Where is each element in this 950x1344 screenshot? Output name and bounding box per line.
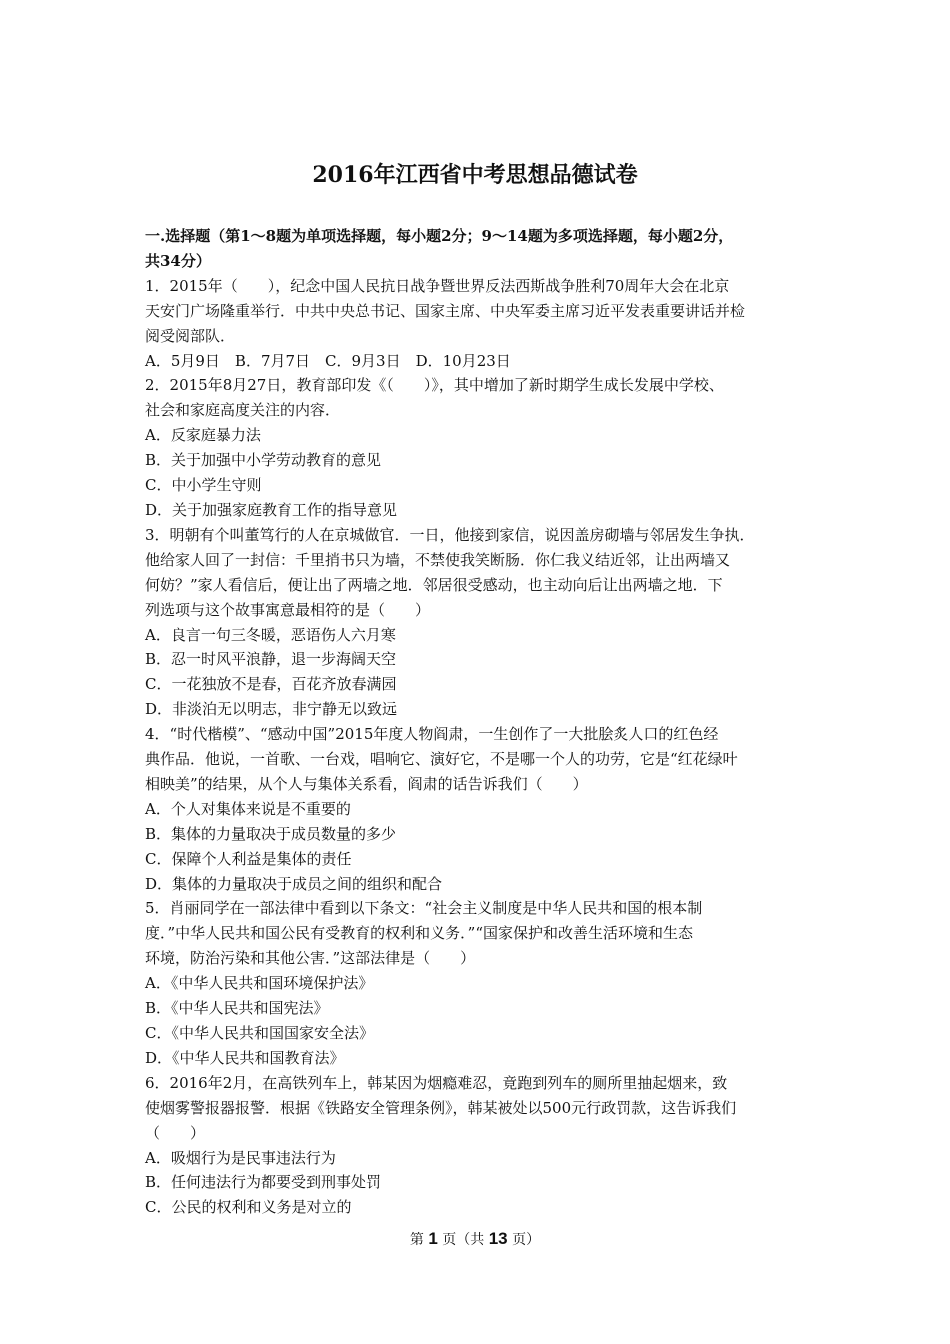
text-line: D．集体的力量取决于成员之间的组织和配合 bbox=[145, 874, 443, 893]
text-line: C．一花独放不是春，百花齐放春满园 bbox=[145, 675, 397, 694]
exam-content bbox=[145, 224, 815, 1220]
section-heading-line-2: 共34分） bbox=[145, 251, 211, 270]
text-line: C．中小学生守则 bbox=[145, 476, 262, 495]
text-line: 6．2016年2月，在高铁列车上，韩某因为烟瘾难忍，竟跑到列车的厕所里抽起烟来，致 bbox=[145, 1073, 728, 1092]
text-line: B．关于加强中小学劳动教育的意见 bbox=[145, 451, 382, 470]
footer-middle: 页（共 bbox=[442, 1232, 485, 1248]
text-line: 他给家人回了一封信：千里捎书只为墙，不禁使我笑断肠．你仁我义结近邻，让出两墙又 bbox=[145, 550, 731, 569]
text-line: 2．2015年8月27日，教育部印发《（ ）》，其中增加了新时期学生成长发展中学校、 bbox=[145, 376, 724, 395]
footer-suffix: 页） bbox=[512, 1232, 541, 1248]
text-line: 4．“时代楷模”、“感动中国”2015年度人物阎肃，一生创作了一大批脍炙人口的红色经 bbox=[145, 725, 719, 744]
text-line: 何妨？”家人看信后，便让出了两墙之地．邻居很受感动，也主动向后让出两墙之地．下 bbox=[145, 575, 723, 594]
text-line: A．良言一句三冬暖，恶语伤人六月寒 bbox=[145, 625, 396, 644]
text-line: 度．”中华人民共和国公民有受教育的权利和义务．”“国家保护和改善生活环境和生态 bbox=[145, 924, 694, 943]
text-line: 社会和家庭高度关注的内容． bbox=[145, 401, 341, 420]
page-footer bbox=[0, 1227, 950, 1252]
question-lines bbox=[145, 274, 815, 1220]
text-line: A．吸烟行为是民事违法行为 bbox=[145, 1148, 336, 1167]
section-heading-line-1: 一.选择题（第1～8题为单项选择题，每小题2分；9～14题为多项选择题，每小题2分， bbox=[145, 227, 734, 245]
text-line: 典作品．他说，一首歌、一台戏，唱响它、演好它，不是哪一个人的功劳，它是“红花绿叶 bbox=[145, 750, 738, 769]
text-line: C．保障个人利益是集体的责任 bbox=[145, 849, 352, 868]
text-line: A．个人对集体来说是不重要的 bbox=[145, 799, 351, 818]
text-line: 使烟雾警报器报警．根据《铁路安全管理条例》，韩某被处以500元行政罚款，这告诉我们 bbox=[145, 1098, 737, 1117]
text-line: 阅受阅部队． bbox=[145, 326, 236, 345]
text-line: 5．肖丽同学在一部法律中看到以下条文：“社会主义制度是中华人民共和国的根本制 bbox=[145, 899, 703, 918]
text-line: 列选项与这个故事寓意最相符的是（ ） bbox=[145, 600, 431, 619]
text-line: A．反家庭暴力法 bbox=[145, 426, 261, 445]
text-line: 天安门广场隆重举行．中共中央总书记、国家主席、中央军委主席习近平发表重要讲话并检 bbox=[145, 301, 746, 320]
page-title: 2016年江西省中考思想品德试卷 bbox=[312, 162, 638, 188]
text-line: C．公民的权利和义务是对立的 bbox=[145, 1198, 352, 1217]
footer-prefix: 第 bbox=[409, 1232, 424, 1248]
text-line: （ ） bbox=[145, 1123, 206, 1142]
text-line: D．《中华人民共和国教育法》 bbox=[145, 1048, 345, 1067]
text-line: B．《中华人民共和国宪法》 bbox=[145, 999, 329, 1018]
text-line: 1．2015年（ ），纪念中国人民抗日战争暨世界反法西斯战争胜利70周年大会在北京 bbox=[145, 276, 730, 295]
text-line: C．《中华人民共和国国家安全法》 bbox=[145, 1024, 374, 1042]
text-line: 相映美”的结果，从个人与集体关系看，阎肃的话告诉我们（ ） bbox=[145, 774, 588, 793]
text-line: B．集体的力量取决于成员数量的多少 bbox=[145, 824, 397, 843]
text-line: A．《中华人民共和国环境保护法》 bbox=[145, 974, 374, 993]
text-line: B．任何违法行为都要受到刑事处罚 bbox=[145, 1173, 382, 1192]
text-line: A．5月9日 B．7月7日 C．9月3日 D．10月23日 bbox=[145, 351, 511, 370]
footer-page-number: 1 bbox=[428, 1229, 438, 1248]
text-line: 3．明朝有个叫董笃行的人在京城做官．一日，他接到家信，说因盖房砌墙与邻居发生争执． bbox=[145, 525, 755, 544]
text-line: 环境，防治污染和其他公害．”这部法律是（ ） bbox=[145, 949, 476, 968]
text-line: D．关于加强家庭教育工作的指导意见 bbox=[145, 500, 398, 519]
text-line: B．忍一时风平浪静，退一步海阔天空 bbox=[145, 650, 397, 669]
text-line: D．非淡泊无以明志，非宁静无以致远 bbox=[145, 700, 398, 719]
footer-total-pages: 13 bbox=[488, 1229, 508, 1248]
